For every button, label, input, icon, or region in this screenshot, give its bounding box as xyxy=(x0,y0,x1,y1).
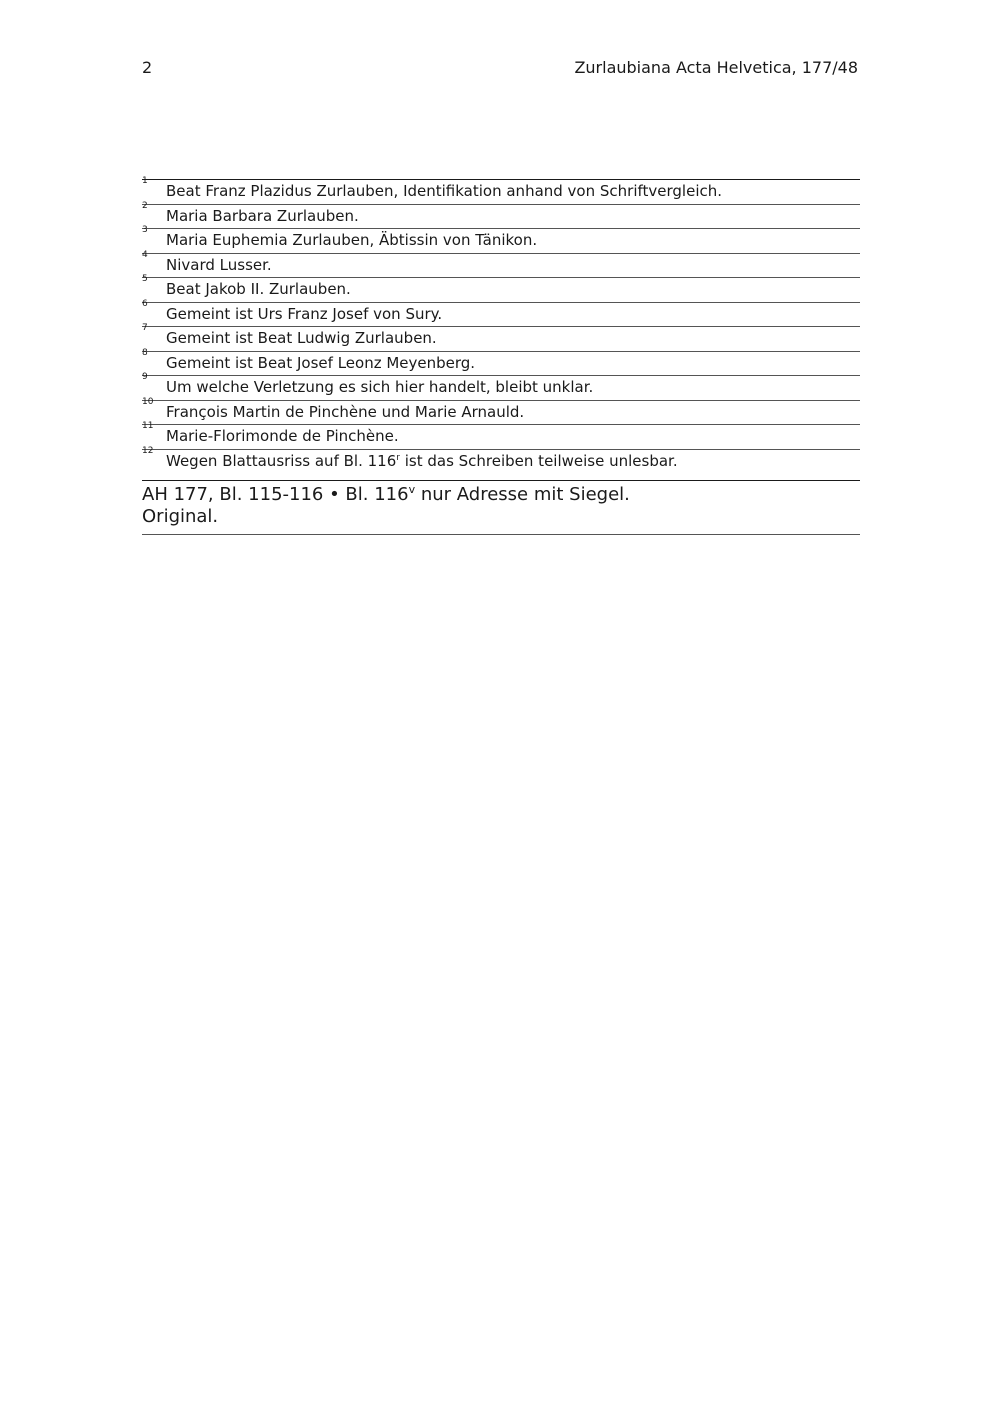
footnote xyxy=(142,421,860,450)
running-title: Zurlaubiana Acta Helvetica, 177/48 xyxy=(574,58,858,77)
source-reference xyxy=(142,484,860,506)
footnote-number: 7 xyxy=(142,323,148,333)
footnote-text: Um welche Verletzung es sich hier handelt, bleibt unklar. xyxy=(166,378,594,396)
footnote xyxy=(142,323,860,352)
footnote xyxy=(142,372,860,401)
footnote-number: 4 xyxy=(142,249,148,260)
footnote-number: 12 xyxy=(142,445,154,456)
source-reference-before: AH 177, Bl. 115-116 • Bl. 116 xyxy=(142,484,409,505)
footnote-number: 8 xyxy=(142,347,148,358)
footnote-text: Marie-Florimonde de Pinchène. xyxy=(166,427,399,445)
footnote xyxy=(142,176,860,205)
footnote-text: François Martin de Pinchène und Marie Arnauld. xyxy=(166,402,525,421)
footnote xyxy=(142,225,860,254)
footnote-text: Gemeint ist Beat Ludwig Zurlauben. xyxy=(166,329,437,347)
footnote-text-after: ist das Schreiben teilweise unlesbar. xyxy=(399,451,678,470)
footnote-number: 6 xyxy=(142,298,148,309)
footnote-number: 10 xyxy=(142,396,154,407)
footnote xyxy=(142,396,860,426)
footnote xyxy=(142,347,860,377)
footnote xyxy=(142,445,860,474)
footnote-number: 3 xyxy=(142,225,148,235)
footnote xyxy=(142,298,860,328)
source-status: Original. xyxy=(142,506,219,527)
footnotes-list xyxy=(142,176,860,473)
page-number: 2 xyxy=(142,58,153,77)
footnote-number: 5 xyxy=(142,274,148,284)
footnote-number: 2 xyxy=(142,200,148,211)
footnote-text: Maria Barbara Zurlauben. xyxy=(166,206,359,225)
footnote-text: Gemeint ist Beat Josef Leonz Meyenberg. xyxy=(166,353,476,372)
footnote-text xyxy=(166,450,678,473)
footnote-text: Nivard Lusser. xyxy=(166,255,272,274)
folio-side-superscript: v xyxy=(408,483,416,496)
footnote xyxy=(142,200,860,230)
footnote-text: Beat Franz Plazidus Zurlauben, Identifikation anhand von Schriftvergleich. xyxy=(166,182,723,200)
footnote-text: Beat Jakob II. Zurlauben. xyxy=(166,280,351,298)
footnote-text: Gemeint ist Urs Franz Josef von Sury. xyxy=(166,304,443,323)
footnote-text: Maria Euphemia Zurlauben, Äbtissin von Tänikon. xyxy=(166,231,538,249)
footnote xyxy=(142,249,860,279)
source-reference-after: nur Adresse mit Siegel. xyxy=(415,484,630,505)
footnote xyxy=(142,274,860,303)
footnote-number: 9 xyxy=(142,372,148,382)
footnote-text-before: Wegen Blattausriss auf Bl. 116 xyxy=(166,451,397,470)
footnote-number: 1 xyxy=(142,176,148,186)
source-note xyxy=(142,480,860,535)
footnote-number: 11 xyxy=(142,421,154,431)
folio-side-superscript: r xyxy=(396,452,400,463)
